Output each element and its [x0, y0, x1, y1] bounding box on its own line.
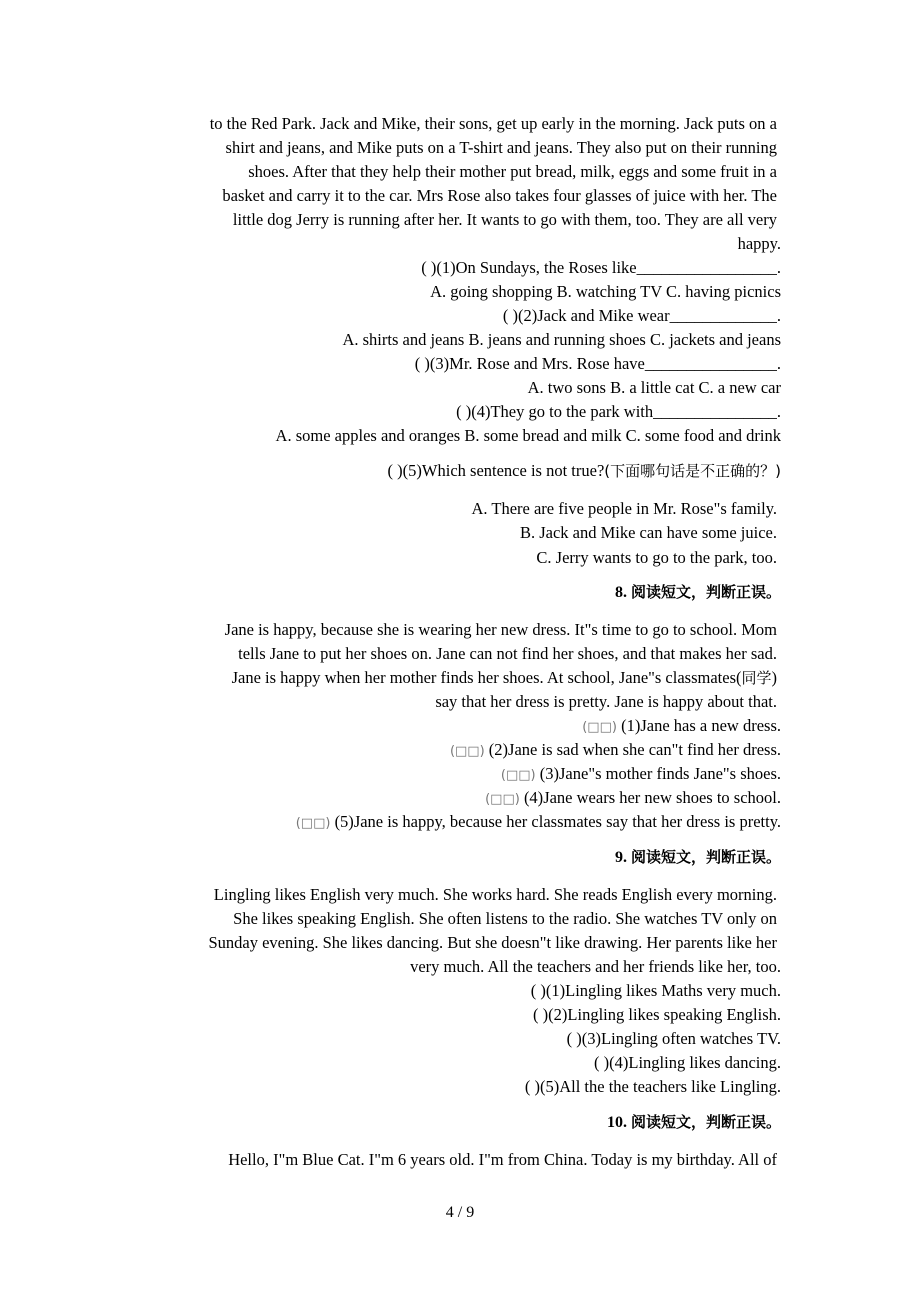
- passage-line: basket and carry it to the car. Mrs Rose also takes four glasses of juice with her. The: [222, 186, 777, 205]
- question-1-options: A. going shopping B. watching TV C. having picnics: [430, 282, 781, 301]
- question-4-options: A. some apples and oranges B. some bread and milk C. some food and drink: [275, 426, 781, 445]
- passage-line: to the Red Park. Jack and Mike, their sons, get up early in the morning. Jack puts on a: [209, 114, 777, 133]
- passage-line: Lingling likes English very much. She works hard. She reads English every morning.: [213, 885, 777, 904]
- answer-box[interactable]: (□□): [582, 720, 617, 735]
- answer-box[interactable]: (□□): [449, 744, 485, 759]
- section-10-heading: 10. 阅读短文，判断正误。: [606, 1113, 781, 1131]
- judge-item-4: (□□) (4)Jane wears her new shoes to school.: [485, 788, 781, 807]
- question-5: ( )(5)Which sentence is not true?(下面哪句话是不正确的？): [387, 461, 781, 480]
- passage-line: little dog Jerry is running after her. It wants to go with them, too. They are all very: [232, 210, 777, 229]
- answer-box[interactable]: (□□): [295, 816, 331, 831]
- judge-item-2: ( )(2)Lingling likes speaking English.: [533, 1005, 781, 1024]
- passage-line: Hello, I"m Blue Cat. I"m 6 years old. I"m from China. Today is my birthday. All of: [228, 1150, 777, 1169]
- page-number: 4 / 9: [445, 1204, 475, 1221]
- question-3: ( )(3)Mr. Rose and Mrs. Rose have________________.: [414, 354, 781, 373]
- question-2: ( )(2)Jack and Mike wear_____________.: [502, 306, 781, 325]
- question-5-option: C. Jerry wants to go to the park, too.: [536, 548, 777, 567]
- passage-line: She likes speaking English. She often listens to the radio. She watches TV only on: [233, 909, 777, 928]
- passage-line: Jane is happy, because she is wearing her new dress. It"s time to go to school. Mom: [224, 620, 777, 639]
- passage-line: tells Jane to put her shoes on. Jane can not find her shoes, and that makes her sad.: [238, 644, 777, 663]
- answer-box[interactable]: (□□): [485, 792, 520, 807]
- question-3-options: A. two sons B. a little cat C. a new car: [527, 378, 781, 397]
- passage-line: say that her dress is pretty. Jane is happy about that.: [435, 692, 777, 711]
- section-8-heading: 8. 阅读短文，判断正误。: [614, 583, 781, 601]
- passage-line: shirt and jeans, and Mike puts on a T-shirt and jeans. They also put on their running: [225, 138, 777, 157]
- question-4: ( )(4)They go to the park with_______________.: [456, 402, 781, 421]
- question-5-option: A. There are five people in Mr. Rose"s family.: [471, 499, 777, 518]
- question-1: ( )(1)On Sundays, the Roses like_________________.: [421, 258, 781, 277]
- answer-box[interactable]: (□□): [500, 768, 536, 783]
- judge-item-1: (□□) (1)Jane has a new dress.: [582, 716, 781, 735]
- question-5-option: B. Jack and Mike can have some juice.: [519, 523, 777, 542]
- judge-item-3: (□□) (3)Jane"s mother finds Jane"s shoes.: [500, 764, 781, 783]
- judge-item-5: (□□) (5)Jane is happy, because her classmates say that her dress is pretty.: [295, 812, 781, 831]
- passage-line: Sunday evening. She likes dancing. But she doesn"t like drawing. Her parents like her: [208, 933, 777, 952]
- section-9-heading: 9. 阅读短文，判断正误。: [614, 848, 781, 866]
- judge-item-3: ( )(3)Lingling often watches TV.: [566, 1029, 781, 1048]
- judge-item-5: ( )(5)All the the teachers like Lingling.: [524, 1077, 781, 1096]
- judge-item-4: ( )(4)Lingling likes dancing.: [594, 1053, 781, 1072]
- judge-item-1: ( )(1)Lingling likes Maths very much.: [530, 981, 781, 1000]
- question-2-options: A. shirts and jeans B. jeans and running shoes C. jackets and jeans: [342, 330, 781, 349]
- passage-line: happy.: [737, 234, 781, 253]
- passage-line: shoes. After that they help their mother put bread, milk, eggs and some fruit in a: [248, 162, 777, 181]
- judge-item-2: (□□) (2)Jane is sad when she can"t find her dress.: [449, 740, 781, 759]
- passage-line: Jane is happy when her mother finds her shoes. At school, Jane"s classmates(同学): [231, 668, 777, 687]
- passage-line: very much. All the teachers and her friends like her, too.: [410, 957, 781, 976]
